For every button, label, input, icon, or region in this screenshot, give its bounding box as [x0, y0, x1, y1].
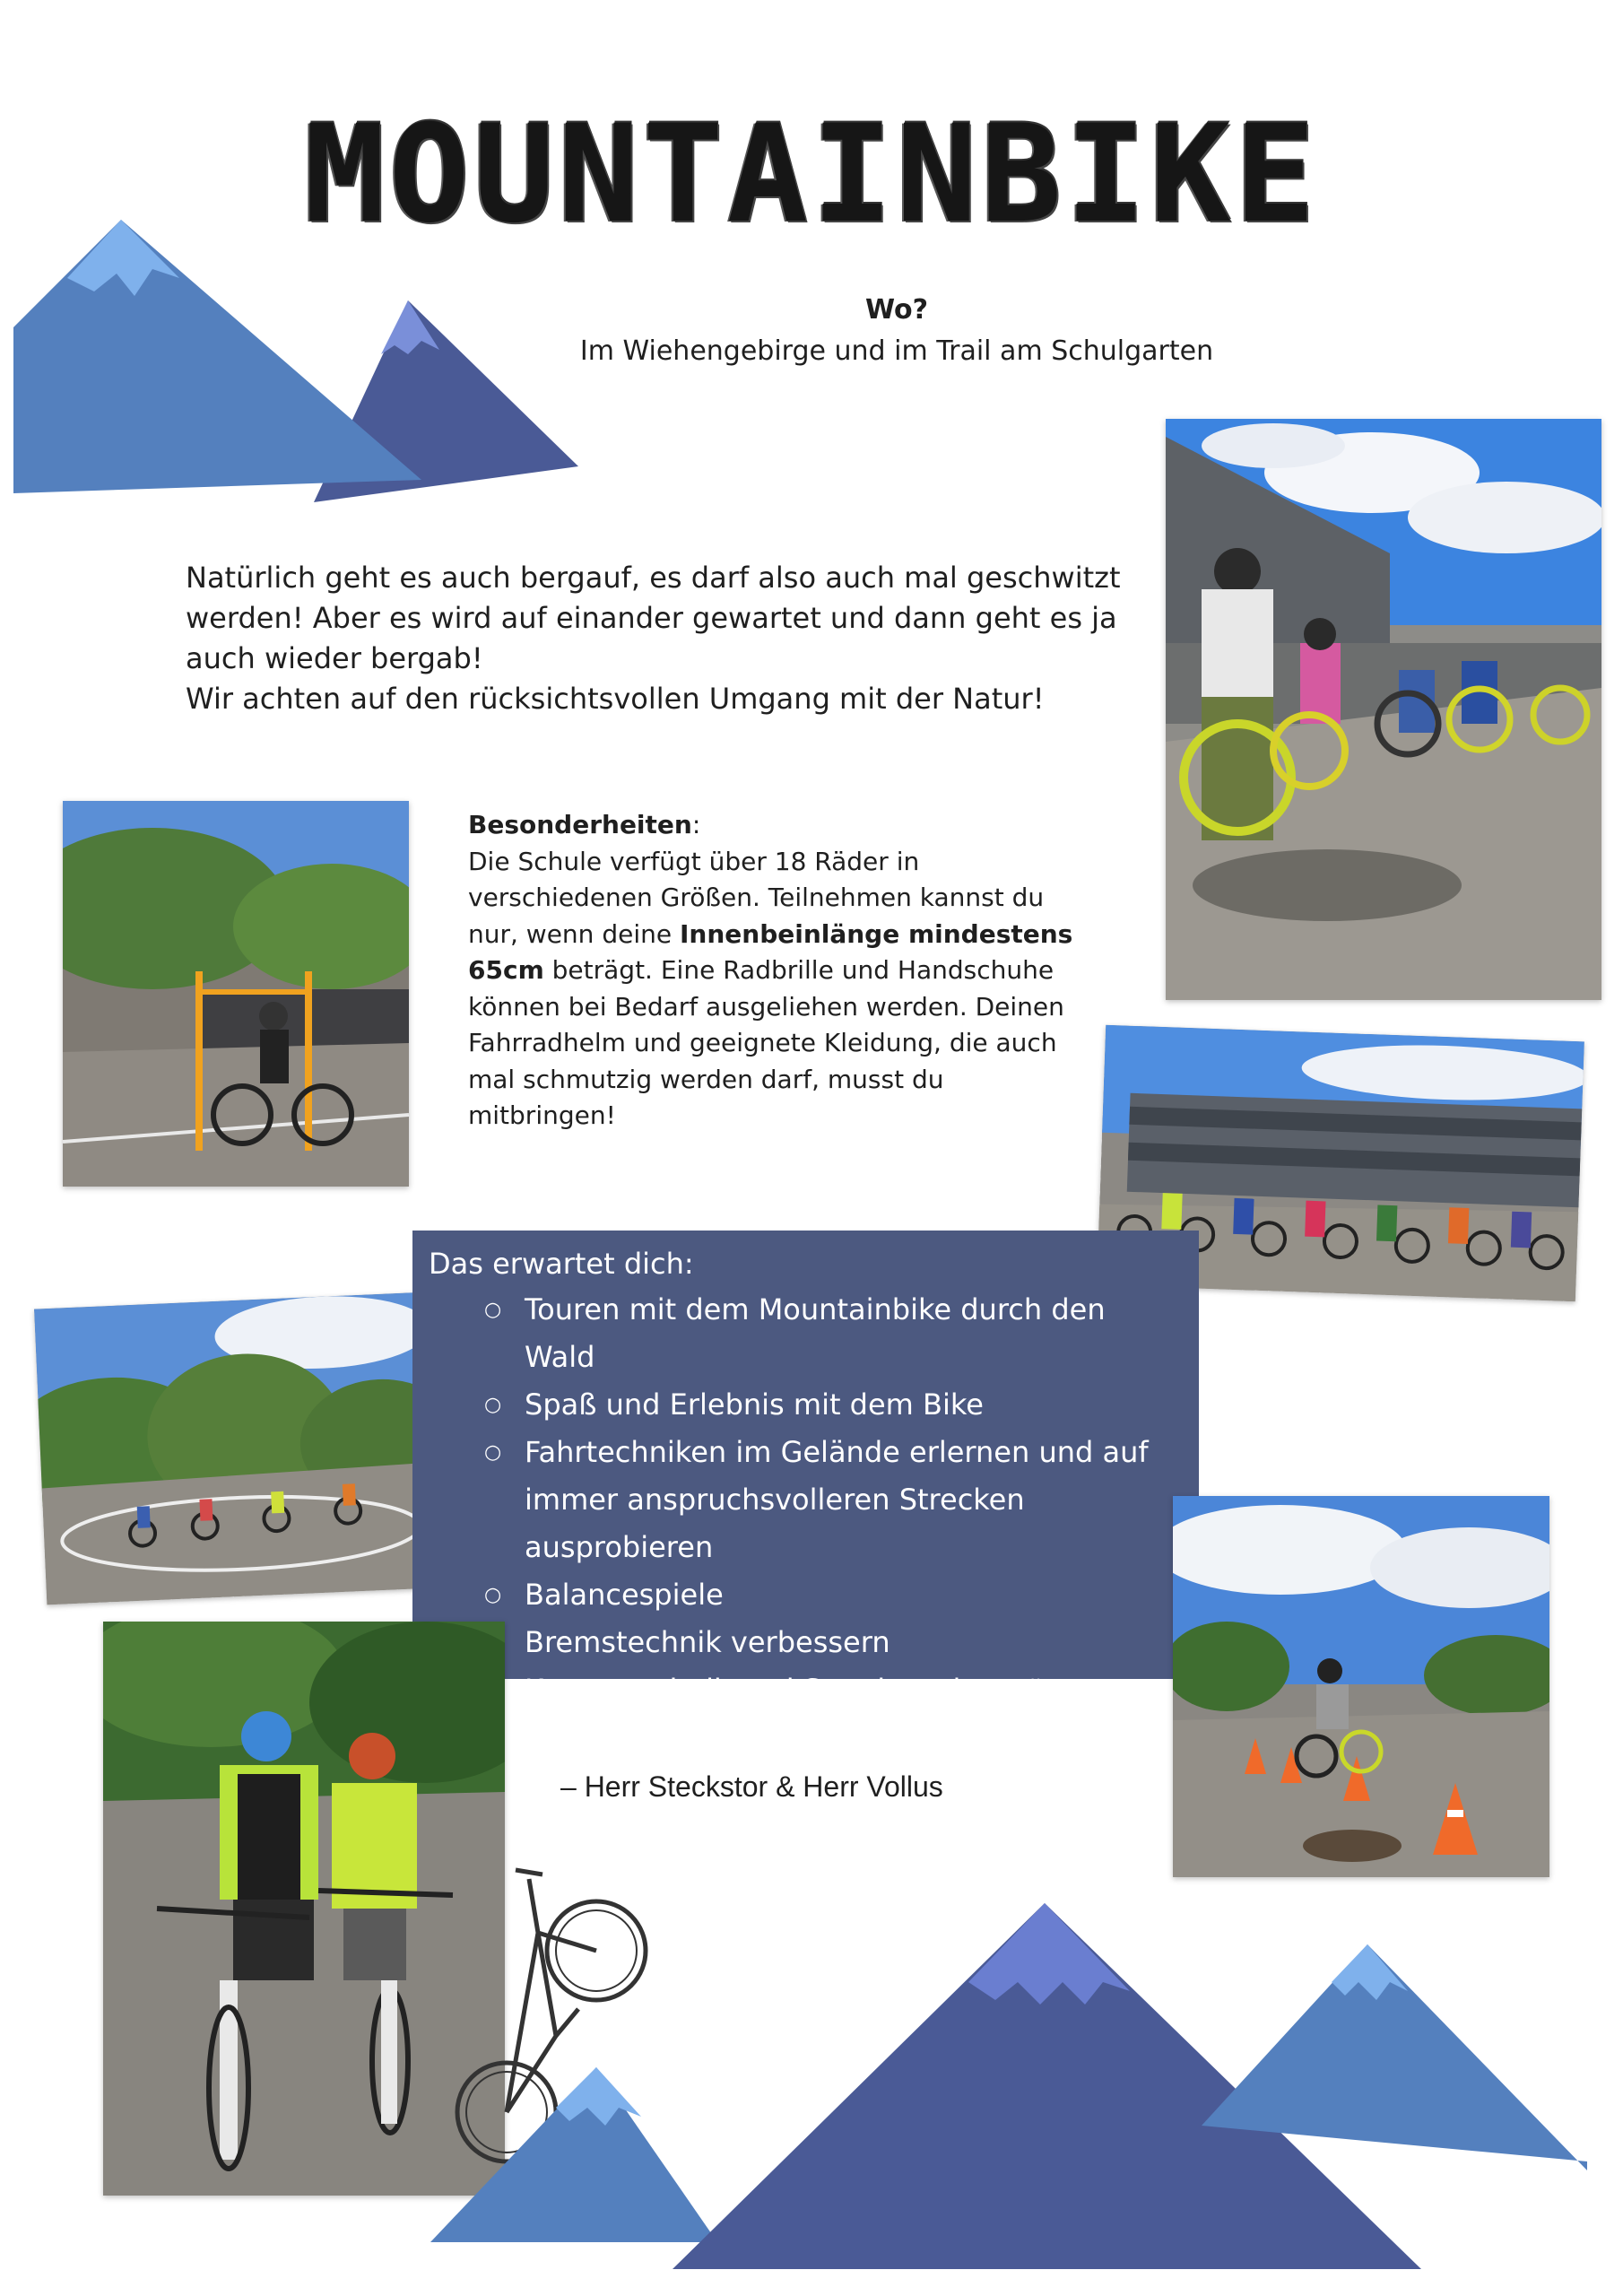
expectations-list — [412, 1286, 1152, 1761]
mountain-illustration-bottom — [421, 1848, 1587, 2269]
list-item: ○ Spaß und Erlebnis mit dem Bike — [412, 1381, 1152, 1429]
list-item: ○ Orientierung im Gelände — [412, 1714, 1152, 1761]
intro-line: auch wieder bergab! — [186, 641, 483, 675]
photo-cones-course — [1173, 1496, 1549, 1877]
photo-school-group-top-right — [1166, 419, 1601, 1000]
intro-line: werden! Aber es wird auf einander gewartet und dann geht es ja — [186, 601, 1117, 635]
special-line: beträgt. Eine Radbrille und Handschuhe — [543, 955, 1055, 985]
special-bold: Innenbeinlänge mindestens — [679, 918, 1073, 949]
intro-line: Natürlich geht es auch bergauf, es darf also auch mal geschwitzt — [186, 561, 1121, 595]
special-features — [468, 807, 1096, 1135]
signature: – Herr Steckstor & Herr Vollus — [560, 1770, 943, 1803]
special-bold: 65cm — [468, 955, 544, 985]
special-line: mal schmutzig werden darf, musst du mitbringen! — [468, 1064, 944, 1130]
special-line: verschiedenen Größen. Teilnehmen kannst du — [468, 883, 1045, 912]
photo-schoolyard-circle — [34, 1292, 438, 1605]
special-line: können bei Bedarf ausgeliehen werden. Deinen — [468, 991, 1064, 1022]
expectations-heading: Das erwartet dich: — [429, 1247, 694, 1281]
expectations-box — [412, 1231, 1199, 1754]
special-colon: : — [691, 810, 701, 839]
list-item: ○ Kurventechnik und Strecken „lesen“ — [412, 1666, 1152, 1714]
special-line: nur, wenn deine — [468, 918, 680, 949]
list-item: ○ Touren mit dem Mountainbike durch den Wald — [412, 1286, 1152, 1381]
where-section — [538, 290, 1255, 372]
list-item: ○ Bremstechnik verbessern — [412, 1619, 1152, 1666]
special-line: Die Schule verfügt über 18 Räder in — [468, 846, 920, 876]
photo-limbo-bar — [63, 801, 409, 1187]
where-text: Im Wiehengebirge und im Trail am Schulgarten — [579, 335, 1214, 367]
intro-paragraph — [186, 558, 1136, 719]
list-item: ○ Fahrtechniken im Gelände erlernen und auf immer anspruchsvolleren Strecken ausprobieren — [412, 1429, 1152, 1571]
special-heading: Besonderheiten — [468, 810, 692, 839]
page-title: MOUNTAINBIKE — [304, 97, 1319, 253]
special-line: Fahrradhelm und geeignete Kleidung, die auch — [468, 1028, 1057, 1057]
list-item: ○ Balancespiele — [412, 1571, 1152, 1619]
intro-line: Wir achten auf den rücksichtsvollen Umgang mit der Natur! — [186, 682, 1045, 716]
where-heading: Wo? — [864, 294, 929, 326]
